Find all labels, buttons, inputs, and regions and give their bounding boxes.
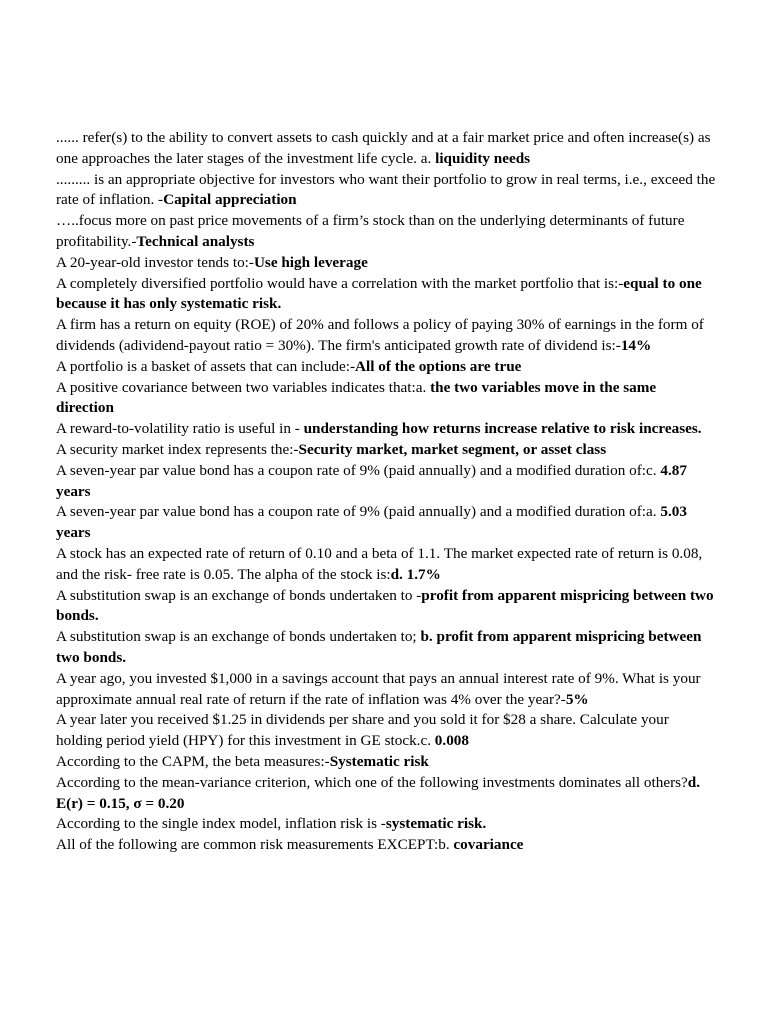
- question-text: A 20-year-old investor tends to:-: [56, 253, 254, 271]
- qa-item: [56, 773, 716, 815]
- qa-item: [56, 253, 716, 274]
- qa-item: [56, 211, 716, 253]
- qa-item: [56, 315, 716, 357]
- qa-item: [56, 461, 716, 503]
- qa-item: [56, 274, 716, 316]
- answer-text: equal to one because it has only systematic risk.: [56, 274, 702, 313]
- qa-item: [56, 627, 716, 669]
- answer-text: systematic risk.: [385, 815, 487, 833]
- answer-text: 5%: [565, 690, 589, 708]
- question-text: A firm has a return on equity (ROE) of 20% and follows a policy of paying 30% of earnings in the form of dividends (adividend-payout ratio = 30%). The firm's anticipated growth rate of dividend is:-: [56, 316, 704, 354]
- qa-item: [56, 544, 716, 586]
- question-text: ...... refer(s) to the ability to convert assets to cash quickly and at a fair market price and often increase(s) as one approaches the later stages of the investment life cycle. a.: [56, 129, 711, 167]
- qa-item: [56, 752, 716, 773]
- question-text: A positive covariance between two variables indicates that:a.: [56, 378, 431, 396]
- answer-text: Technical analysts: [136, 232, 255, 250]
- question-text: A reward-to-volatility ratio is useful in -: [56, 420, 304, 438]
- answer-text: Use high leverage: [253, 253, 368, 271]
- question-text: According to the single index model, inflation risk is -: [56, 815, 386, 833]
- qa-item: [56, 814, 716, 835]
- question-text: A portfolio is a basket of assets that can include:-: [56, 357, 356, 375]
- question-text: A year ago, you invested $1,000 in a savings account that pays an annual interest rate of 9%. What is your approximate annual real rate of return if the rate of inflation was 4% over the year?-: [56, 669, 701, 708]
- question-text: A security market index represents the:-: [56, 440, 299, 458]
- answer-text: b. profit from apparent mispricing between two bonds.: [56, 628, 702, 666]
- answer-text: 0.008: [434, 732, 469, 750]
- qa-item: [56, 419, 716, 440]
- qa-item: [56, 357, 716, 378]
- answer-text: Security market, market segment, or asset class: [298, 440, 607, 458]
- answer-text: understanding how returns increase relative to risk increases.: [303, 420, 702, 438]
- answer-text: the two variables move in the same direction: [56, 378, 657, 417]
- question-text: According to the mean-variance criterion, which one of the following investments dominates all others?: [56, 773, 688, 791]
- answer-text: All of the options are true: [355, 357, 522, 375]
- qa-item: [56, 586, 716, 628]
- qa-item: [56, 170, 716, 212]
- qa-item: [56, 502, 716, 544]
- question-text: A seven-year par value bond has a coupon rate of 9% (paid annually) and a modified duration of:a.: [56, 503, 661, 521]
- question-text: A substitution swap is an exchange of bonds undertaken to -: [56, 586, 422, 604]
- question-text: According to the CAPM, the beta measures:-: [56, 752, 330, 770]
- question-text: A completely diversified portfolio would have a correlation with the market portfolio that is:-: [56, 274, 624, 292]
- qa-item: [56, 710, 716, 752]
- question-text: A substitution swap is an exchange of bonds undertaken to;: [56, 628, 421, 646]
- question-text: A stock has an expected rate of return of 0.10 and a beta of 1.1. The market expected rate of return is 0.08, and the risk- free rate is 0.05. The alpha of the stock is:: [56, 544, 703, 583]
- qa-item: [56, 440, 716, 461]
- answer-text: covariance: [453, 836, 524, 854]
- qa-item: [56, 128, 716, 170]
- question-text: ......... is an appropriate objective for investors who want their portfolio to grow in real terms, i.e., exceed the rate of inflation. -: [56, 170, 716, 209]
- qa-item: [56, 835, 716, 856]
- answer-text: d. E(r) = 0.15, σ = 0.20: [56, 773, 701, 812]
- document-body: [56, 128, 716, 856]
- answer-text: liquidity needs: [435, 149, 531, 167]
- qa-item: [56, 378, 716, 420]
- answer-text: d. 1.7%: [390, 565, 441, 583]
- question-text: A seven-year par value bond has a coupon rate of 9% (paid annually) and a modified duration of:c.: [56, 461, 661, 479]
- answer-text: profit from apparent mispricing between two bonds.: [56, 586, 714, 625]
- qa-item: [56, 669, 716, 711]
- answer-text: 5.03 years: [56, 503, 687, 542]
- answer-text: Systematic risk: [329, 752, 429, 770]
- question-text: A year later you received $1.25 in dividends per share and you sold it for $28 a share. Calculate your holding period yield (HPY) for this investment in GE stock.c.: [56, 711, 669, 750]
- question-text: All of the following are common risk measurements EXCEPT:b.: [56, 836, 454, 854]
- answer-text: 4.87 years: [56, 461, 687, 500]
- answer-text: Capital appreciation: [163, 191, 297, 209]
- question-text: …..focus more on past price movements of a firm’s stock than on the underlying determinants of future profitability.-: [56, 212, 685, 250]
- answer-text: 14%: [620, 336, 652, 354]
